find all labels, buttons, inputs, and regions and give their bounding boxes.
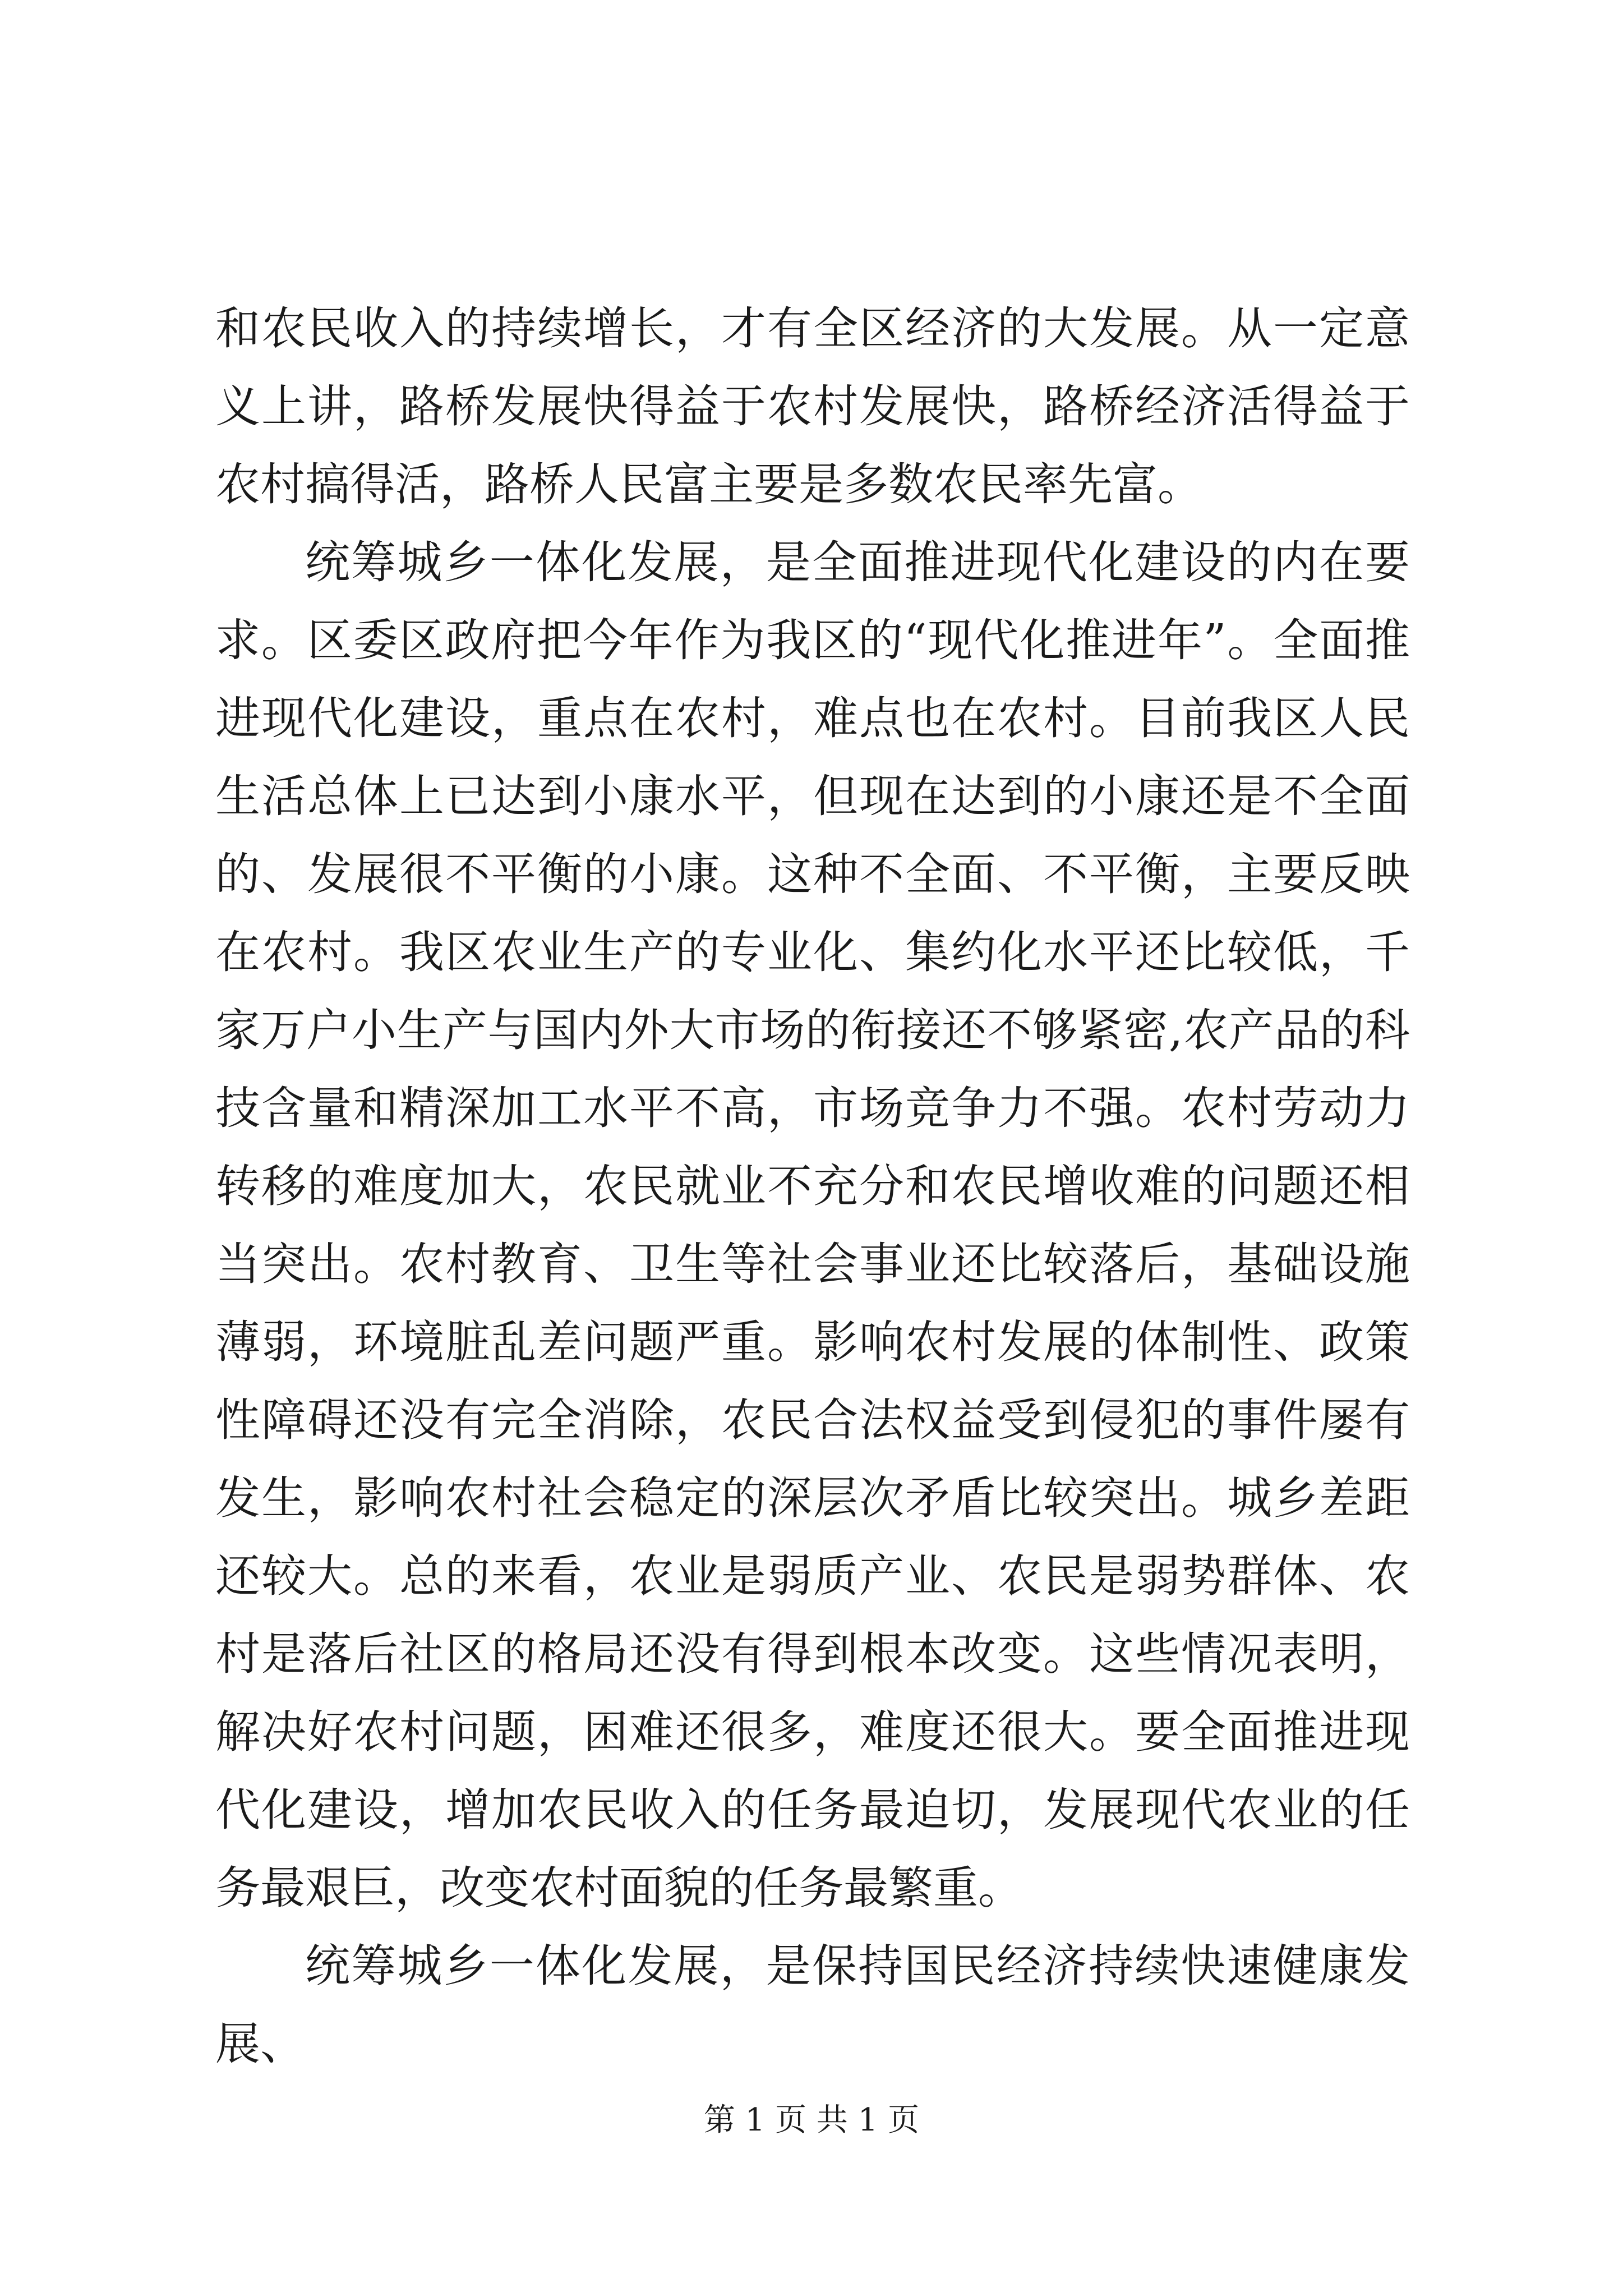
paragraph-1: 和农民收入的持续增长，才有全区经济的大发展。从一定意义上讲，路桥发展快得益于农村发展快，路桥经济活得益于农村搞得活，路桥人民富主要是多数农民率先富。 bbox=[215, 302, 1410, 510]
paragraph-3: 统筹城乡一体化发展，是保持国民经济持续快速健康发展、 bbox=[215, 1940, 1410, 2070]
body-text bbox=[215, 289, 1410, 2083]
paragraph-2: 统筹城乡一体化发展，是全面推进现代化建设的内在要求。区委区政府把今年作为我区的“现代化推进年”。全面推进现代化建设，重点在农村，难点也在农村。目前我区人民生活总体上已达到小康水平，但现在达到的小康还是不全面的、发展很不平衡的小康。这种不全面、不平衡，主要反映在农村。我区农业生产的专业化、集约化水平还比较低，千家万户小生产与国内外大市场的衔接还不够紧密,农产品的科技含量和精深加工水平不高，市场竞争力不强。农村劳动力转移的难度加大，农民就业不充分和农民增收难的问题还相当突出。农村教育、卫生等社会事业还比较落后，基础设施薄弱，环境脏乱差问题严重。影响农村发展的体制性、政策性障碍还没有完全消除，农民合法权益受到侵犯的事件屡有发生，影响农村社会稳定的深层次矛盾比较突出。城乡差距还较大。总的来看，农业是弱质产业、农民是弱势群体、农村是落后社区的格局还没有得到根本改变。这些情况表明，解决好农村问题，困难还很多，难度还很大。要全面推进现代化建设，增加农民收入的任务最迫切，发展现代农业的任务最艰巨，改变农村面貌的任务最繁重。 bbox=[215, 536, 1410, 1914]
page-footer: 第 1 页 共 1 页 bbox=[703, 2102, 920, 2138]
